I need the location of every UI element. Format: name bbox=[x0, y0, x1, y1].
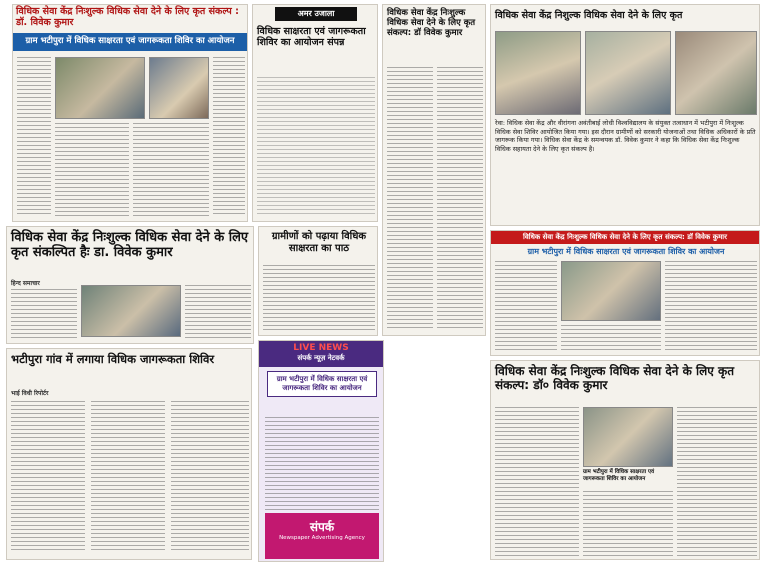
clip9-box: ग्राम भटीपुरा में विधिक साक्षरता एवं जागरूकता शिविर का आयोजन bbox=[267, 371, 377, 397]
clip1-photo-1 bbox=[55, 57, 145, 119]
clip2-masthead: अमर उजाला bbox=[275, 7, 357, 21]
clip6-text bbox=[263, 265, 375, 333]
clip8-text-col-1 bbox=[11, 401, 85, 551]
clip8-headline: भटीपुरा गांव में लगाया विधिक जागरूकता शिविर bbox=[11, 352, 215, 366]
clip9-ad-title: संपर्क bbox=[309, 520, 335, 534]
clip1-text-col-1 bbox=[17, 57, 51, 217]
clipping-7 bbox=[490, 230, 760, 356]
clip7-text-col-2 bbox=[665, 261, 757, 353]
clip2-text-1 bbox=[257, 77, 375, 217]
clipping-3 bbox=[382, 4, 486, 336]
clip1-photo-2 bbox=[149, 57, 209, 119]
clipping-8 bbox=[6, 348, 252, 560]
clip4-photo-3 bbox=[675, 31, 757, 115]
clip10-headline: विधिक सेवा केंद्र निःशुल्क विधिक सेवा देने के लिए कृत संकल्प: डॉ० विवेक कुमार bbox=[495, 364, 735, 392]
clip4-photo-2 bbox=[585, 31, 671, 115]
clip10-text-col-2 bbox=[583, 491, 673, 557]
clip3-headline: विधिक सेवा केंद्र निःशुल्क विधिक सेवा देने के लिए कृत संकल्प: डॉ विवेक कुमार bbox=[387, 8, 476, 38]
clip7-text-col-3 bbox=[561, 325, 661, 353]
clip8-text-col-3 bbox=[171, 401, 249, 551]
clip7-text-col-1 bbox=[495, 261, 557, 353]
clip7-photo bbox=[561, 261, 661, 321]
clipping-1 bbox=[12, 4, 248, 222]
clip5-text-col-1 bbox=[11, 289, 77, 341]
clip5-byline: हिन्द समाचार bbox=[11, 280, 40, 287]
clip9-banner bbox=[259, 341, 383, 367]
clip1-band: ग्राम भटीपुरा में विधिक साक्षरता एवं जागरूकता शिविर का आयोजन bbox=[13, 33, 247, 51]
clip3-text-col-1 bbox=[387, 67, 433, 331]
clip4-text: रेवा: विधिक सेवा केंद्र और वीरांगना अवंतीबाई लोधी विश्वविद्यालय के संयुक्त तत्वाधान में भटीपुरा में निःशुल्क विधिक सेवा शिविर आयोजित किया गया। इस दौरान ग्रामीणों को सरकारी योजनाओं तथा विधिक अधिकारों के प्रति जागरूक किया गया। विधिक सेवा केंद्र के समन्वयक डॉ. विवेक कुमार ने कहा कि विधिक सेवा केंद्र निःशुल्क विधिक सहायता देने के लिए कृत संकल्प है। bbox=[495, 119, 756, 153]
clip1-text-col-3 bbox=[55, 123, 129, 217]
clip10-text-col-1 bbox=[495, 407, 579, 557]
clipping-2 bbox=[252, 4, 378, 222]
clip10-text-col-3 bbox=[677, 407, 757, 557]
clip8-byline: भाई विधी रिपोर्टर bbox=[11, 390, 49, 397]
clipping-9 bbox=[258, 340, 384, 562]
clip8-text-col-2 bbox=[91, 401, 165, 551]
clip9-text bbox=[265, 417, 379, 511]
clip10-caption: ग्राम भटीपुरा में विधिक साक्षरता एवं जागरूकता शिविर का आयोजन bbox=[583, 469, 655, 482]
clip4-headline: विधिक सेवा केंद्र निशुल्क विधिक सेवा देने के लिए कृत bbox=[495, 10, 683, 21]
clipping-5 bbox=[6, 226, 254, 344]
clip3-text-col-2 bbox=[437, 67, 483, 331]
clip9-ad bbox=[265, 513, 379, 559]
clipping-4 bbox=[490, 4, 760, 226]
clip7-band: विधिक सेवा केंद्र निःशुल्क विधिक सेवा देने के लिए कृत संकल्प: डॉ विवेक कुमार bbox=[491, 231, 759, 244]
clip5-headline: विधिक सेवा केंद्र निःशुल्क विधिक सेवा देने के लिए कृत संकल्पित हैः डा. विवेक कुमार bbox=[11, 230, 249, 260]
clip10-photo bbox=[583, 407, 673, 467]
clip9-ad-sub: Newspaper Advertising Agency bbox=[279, 535, 365, 541]
clip7-sub: ग्राम भटीपुरा में विधिक साक्षरता एवं जागरूकता शिविर का आयोजन bbox=[527, 247, 725, 256]
clip6-headline: ग्रामीणों को पढ़ाया विधिक साक्षरता का पाठ bbox=[271, 231, 367, 254]
clipping-6 bbox=[258, 226, 378, 336]
clip1-text-col-4 bbox=[133, 123, 209, 217]
clip4-photo-1 bbox=[495, 31, 581, 115]
clip5-text-col-2 bbox=[185, 285, 251, 341]
clip1-headline: विधिक सेवा केंद्र निःशुल्क विधिक सेवा देने के लिए कृत संकल्प : डॉ. विवेक कुमार bbox=[16, 6, 239, 28]
clipping-10 bbox=[490, 360, 760, 560]
clip9-banner-title: LIVE NEWS bbox=[293, 343, 349, 353]
clip2-headline: विधिक साक्षरता एवं जागरूकता शिविर का आयोजन संपन्न bbox=[257, 26, 366, 48]
clip5-photo bbox=[81, 285, 181, 337]
clip9-banner-sub: संपर्क न्यूज़ नेटवर्क bbox=[297, 353, 345, 362]
clip1-text-col-2 bbox=[213, 57, 245, 217]
